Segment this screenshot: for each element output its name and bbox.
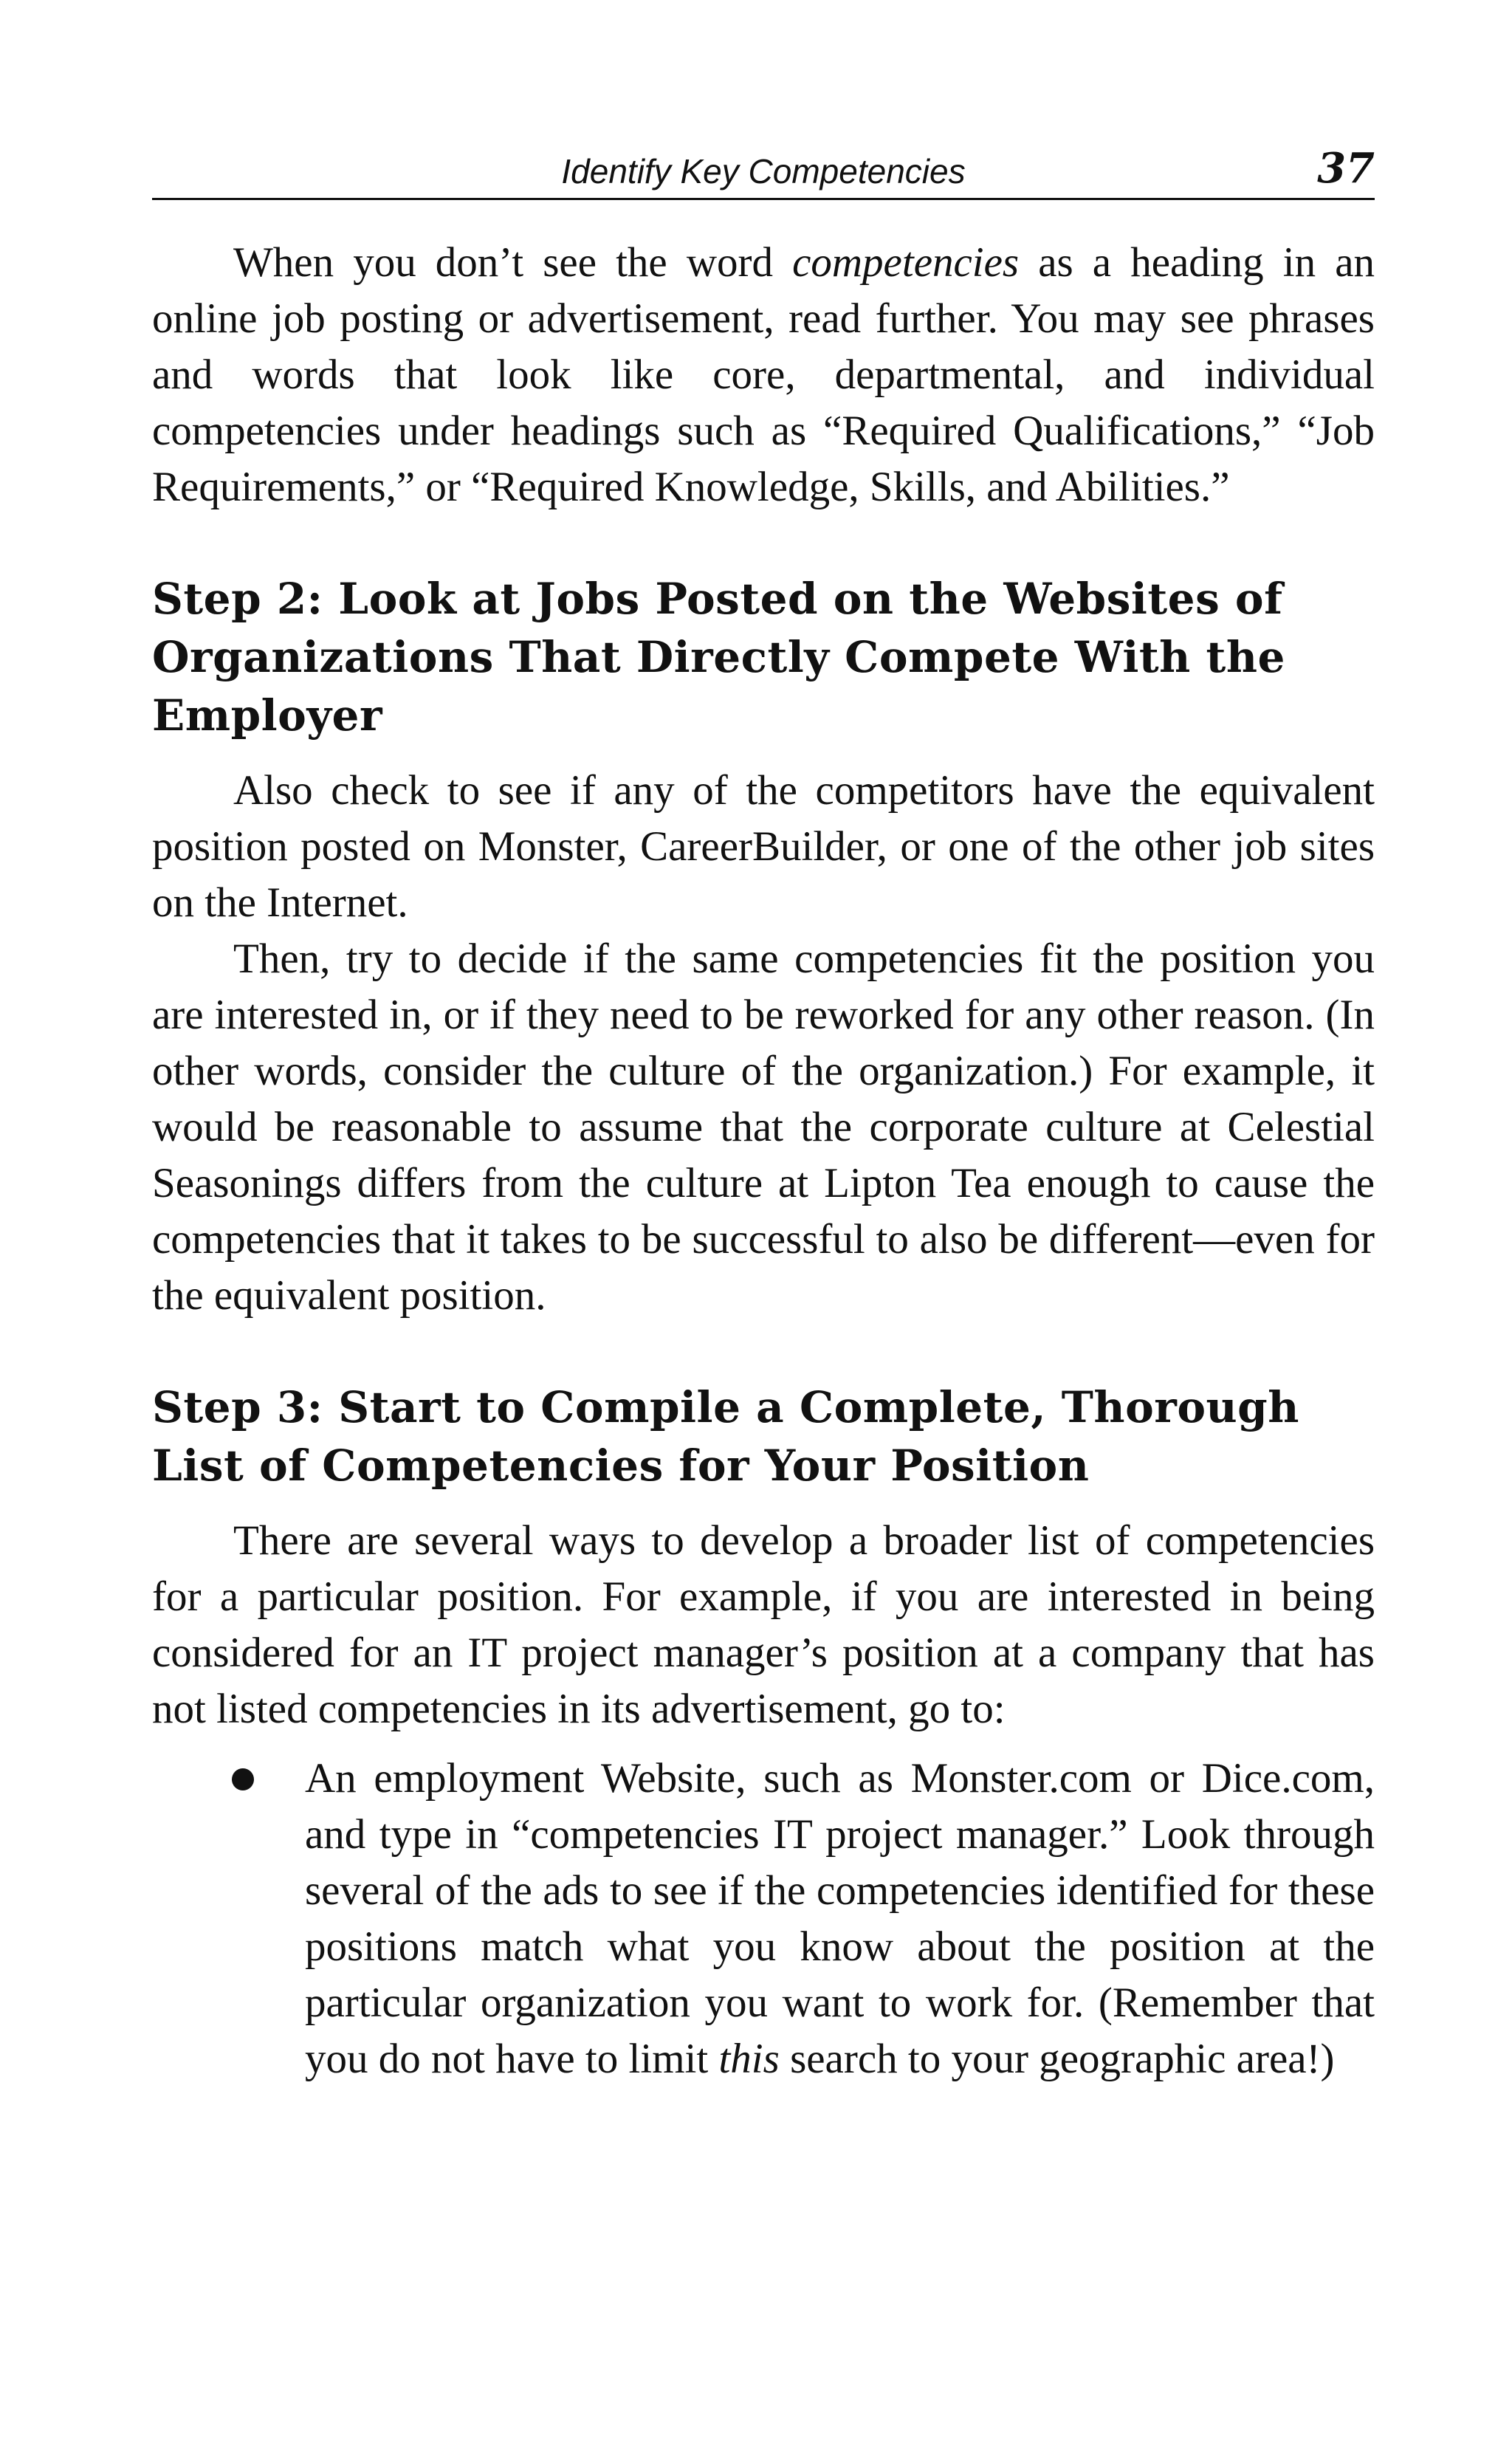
bullet-italic-word: this [718,2036,780,2082]
bullet-text-end: search to your geographic area!) [779,2036,1335,2082]
step-3-heading: Step 3: Start to Compile a Complete, Thorough List of Competencies for Your Position [152,1382,1299,1491]
bullet-icon [232,1768,254,1790]
intro-text-start: When you don’t see the word [233,239,793,286]
step-2-paragraph-2: Then, try to decide if the same competencies fit the position you are interested in, or if they need to be reworked for any other reason. (In other words, consider the culture of the organization.) For example, it would be reasonable to assume that the corporate culture at Celestial Seasonings differs from the culture at Lipton Tea enough to cause the competencies that it takes to be successful to also be different—even for the equivalent position. [152,935,1375,1319]
intro-text-end: as a heading in an online job posting or advertisement, read further. You may see phrases and words that look like core, departmental, and individual competencies under headings such as “Required Qualifications,” “Job Requirements,” or “Required Knowledge, Skills, and Abilities.” [152,239,1375,510]
list-item [152,1751,1375,2087]
intro-paragraph [152,235,1375,515]
step-3-paragraph: There are several ways to develop a broader list of competencies for a particular position. For example, if you are interested in being considered for an IT project manager’s position at a company that has not listed competencies in its advertisement, go to: [152,1517,1375,1732]
running-title: Identify Key Competencies [561,152,966,190]
page-number: 37 [1317,144,1375,193]
step-3-bullet-list [152,1751,1375,2087]
step-2-paragraph-1: Also check to see if any of the competitors have the equivalent position posted on Monster, CareerBuilder, or one of the other job sites on the Internet. [152,767,1375,926]
bullet-text-start: An employment Website, such as Monster.com or Dice.com, and type in “competencies IT project manager.” Look through several of the ads to see if the competencies identified for these positions match what you know about the position at the particular organization you want to work for. (Remember that you do not have to limit [305,1755,1375,2082]
running-header [152,145,1375,200]
page-body [152,235,1375,2087]
step-2-heading: Step 2: Look at Jobs Posted on the Websites of Organizations That Directly Compete With the Employer [152,574,1285,741]
intro-italic-term: competencies [792,239,1020,286]
